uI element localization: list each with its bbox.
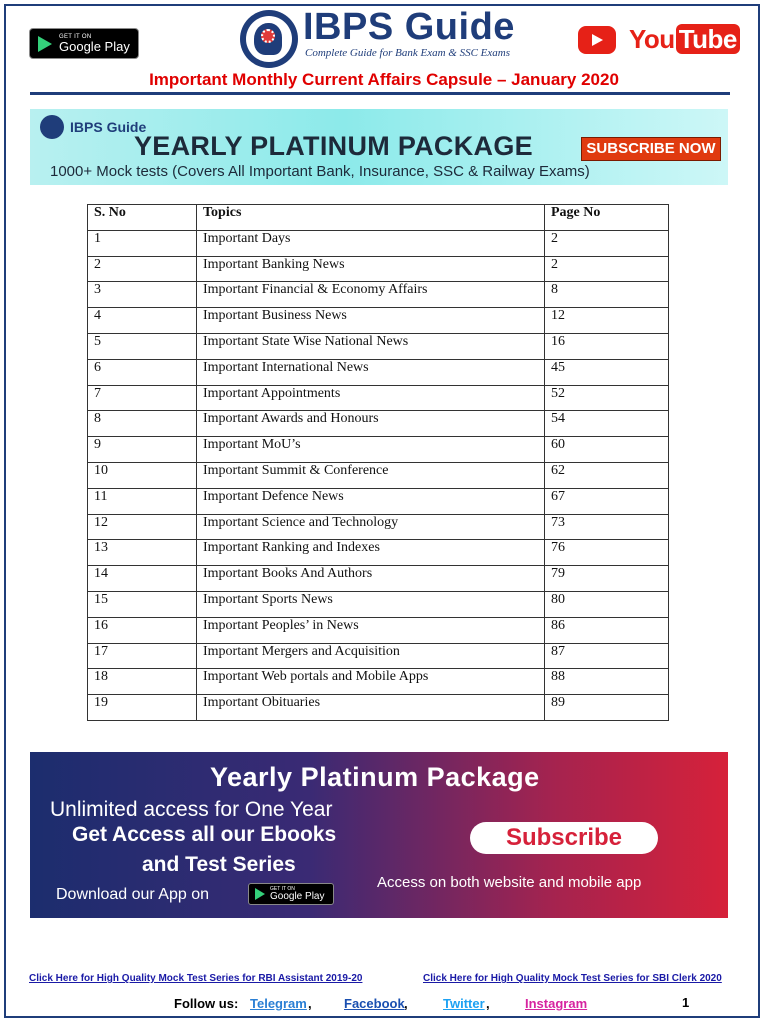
- table-row: [88, 333, 669, 359]
- table-row: [88, 540, 669, 566]
- table-row: [88, 359, 669, 385]
- promo-download-text: Download our App on: [56, 886, 209, 903]
- topics-table: [87, 204, 669, 721]
- rbi-mock-test-link[interactable]: Click Here for High Quality Mock Test Series for RBI Assistant 2019-20: [29, 973, 363, 984]
- facebook-link[interactable]: Facebook: [344, 996, 405, 1011]
- row-sno: 18: [88, 669, 197, 695]
- subscribe-now-button[interactable]: SUBSCRIBE NOW: [581, 137, 721, 161]
- row-topic: Important Web portals and Mobile Apps: [197, 669, 545, 695]
- row-sno: 13: [88, 540, 197, 566]
- table-row: [88, 437, 669, 463]
- row-page-no: 87: [545, 643, 669, 669]
- table-row: [88, 591, 669, 617]
- row-page-no: 62: [545, 462, 669, 488]
- play-store-icon: [255, 888, 265, 900]
- row-page-no: 89: [545, 695, 669, 721]
- gplay-big-label: Google Play: [59, 39, 130, 54]
- row-page-no: 52: [545, 385, 669, 411]
- banner-title: YEARLY PLATINUM PACKAGE: [134, 131, 533, 161]
- instagram-link[interactable]: Instagram: [525, 996, 588, 1011]
- row-page-no: 2: [545, 230, 669, 256]
- row-topic: Important Days: [197, 230, 545, 256]
- row-sno: 6: [88, 359, 197, 385]
- row-sno: 14: [88, 566, 197, 592]
- table-row: [88, 282, 669, 308]
- promo-google-play-badge[interactable]: GET IT ON Google Play: [248, 883, 334, 905]
- row-sno: 19: [88, 695, 197, 721]
- banner-brand: IBPS Guide: [70, 119, 147, 135]
- table-row: [88, 566, 669, 592]
- brand-title: IBPS Guide: [303, 6, 515, 48]
- row-topic: Important Peoples’ in News: [197, 617, 545, 643]
- header-sno: S. No: [88, 205, 197, 231]
- row-topic: Important Sports News: [197, 591, 545, 617]
- row-page-no: 80: [545, 591, 669, 617]
- youtube-icon[interactable]: [578, 26, 616, 54]
- table-row: [88, 695, 669, 721]
- promo-line-2: Get Access all our Ebooks: [72, 823, 337, 846]
- row-topic: Important MoU’s: [197, 437, 545, 463]
- row-page-no: 12: [545, 308, 669, 334]
- table-row: [88, 411, 669, 437]
- capsule-title: Important Monthly Current Affairs Capsule – January 2020: [149, 70, 619, 89]
- row-sno: 12: [88, 514, 197, 540]
- page-number: 1: [682, 995, 690, 1010]
- row-topic: Important Mergers and Acquisition: [197, 643, 545, 669]
- table-row: [88, 617, 669, 643]
- gplay-small-label: GET IT ON: [59, 34, 92, 40]
- youtube-wordmark[interactable]: You Tube: [629, 24, 740, 55]
- row-sno: 10: [88, 462, 197, 488]
- row-sno: 5: [88, 333, 197, 359]
- row-sno: 15: [88, 591, 197, 617]
- row-topic: Important Business News: [197, 308, 545, 334]
- telegram-link[interactable]: Telegram: [250, 996, 307, 1011]
- row-topic: Important Obituaries: [197, 695, 545, 721]
- row-page-no: 54: [545, 411, 669, 437]
- play-store-icon: [38, 36, 52, 52]
- row-page-no: 45: [545, 359, 669, 385]
- row-topic: Important Science and Technology: [197, 514, 545, 540]
- row-page-no: 79: [545, 566, 669, 592]
- banner-subtitle: 1000+ Mock tests (Covers All Important Bank, Insurance, SSC & Railway Exams): [50, 163, 590, 180]
- header-page-no: Page No: [545, 205, 669, 231]
- row-sno: 16: [88, 617, 197, 643]
- row-sno: 7: [88, 385, 197, 411]
- brand-logo-icon: [240, 10, 298, 68]
- row-topic: Important Ranking and Indexes: [197, 540, 545, 566]
- row-page-no: 16: [545, 333, 669, 359]
- promo-title: Yearly Platinum Package: [210, 762, 540, 792]
- table-row: [88, 462, 669, 488]
- brand-tagline: Complete Guide for Bank Exam & SSC Exams: [305, 47, 510, 59]
- twitter-link[interactable]: Twitter: [443, 996, 485, 1011]
- sbi-mock-test-link[interactable]: Click Here for High Quality Mock Test Series for SBI Clerk 2020: [423, 973, 722, 984]
- follow-us-label: Follow us:: [174, 996, 239, 1011]
- table-row: [88, 669, 669, 695]
- row-page-no: 88: [545, 669, 669, 695]
- row-topic: Important Defence News: [197, 488, 545, 514]
- table-row: [88, 385, 669, 411]
- row-topic: Important Financial & Economy Affairs: [197, 282, 545, 308]
- row-topic: Important Awards and Honours: [197, 411, 545, 437]
- row-sno: 9: [88, 437, 197, 463]
- row-page-no: 2: [545, 256, 669, 282]
- row-topic: Important State Wise National News: [197, 333, 545, 359]
- row-topic: Important Summit & Conference: [197, 462, 545, 488]
- table-row: [88, 488, 669, 514]
- row-sno: 4: [88, 308, 197, 334]
- row-topic: Important Banking News: [197, 256, 545, 282]
- row-page-no: 73: [545, 514, 669, 540]
- row-page-no: 86: [545, 617, 669, 643]
- row-page-no: 60: [545, 437, 669, 463]
- header-divider: [30, 92, 730, 95]
- row-topic: Important International News: [197, 359, 545, 385]
- platinum-package-banner[interactable]: [30, 109, 728, 185]
- table-row: [88, 230, 669, 256]
- row-sno: 1: [88, 230, 197, 256]
- row-page-no: 8: [545, 282, 669, 308]
- row-page-no: 76: [545, 540, 669, 566]
- row-topic: Important Books And Authors: [197, 566, 545, 592]
- promo-subscribe-button[interactable]: Subscribe: [470, 822, 658, 854]
- promo-line-3: and Test Series: [142, 853, 296, 876]
- row-topic: Important Appointments: [197, 385, 545, 411]
- row-sno: 17: [88, 643, 197, 669]
- row-sno: 3: [88, 282, 197, 308]
- table-row: [88, 514, 669, 540]
- table-row: [88, 643, 669, 669]
- table-header-row: [88, 205, 669, 231]
- platinum-package-promo[interactable]: [30, 752, 728, 918]
- header-topics: Topics: [197, 205, 545, 231]
- row-sno: 2: [88, 256, 197, 282]
- row-page-no: 67: [545, 488, 669, 514]
- promo-access-text: Access on both website and mobile app: [377, 874, 642, 891]
- google-play-badge[interactable]: [29, 28, 139, 59]
- table-row: [88, 256, 669, 282]
- row-sno: 11: [88, 488, 197, 514]
- promo-line-1: Unlimited access for One Year: [50, 798, 333, 821]
- table-row: [88, 308, 669, 334]
- banner-logo-icon: [40, 115, 64, 139]
- row-sno: 8: [88, 411, 197, 437]
